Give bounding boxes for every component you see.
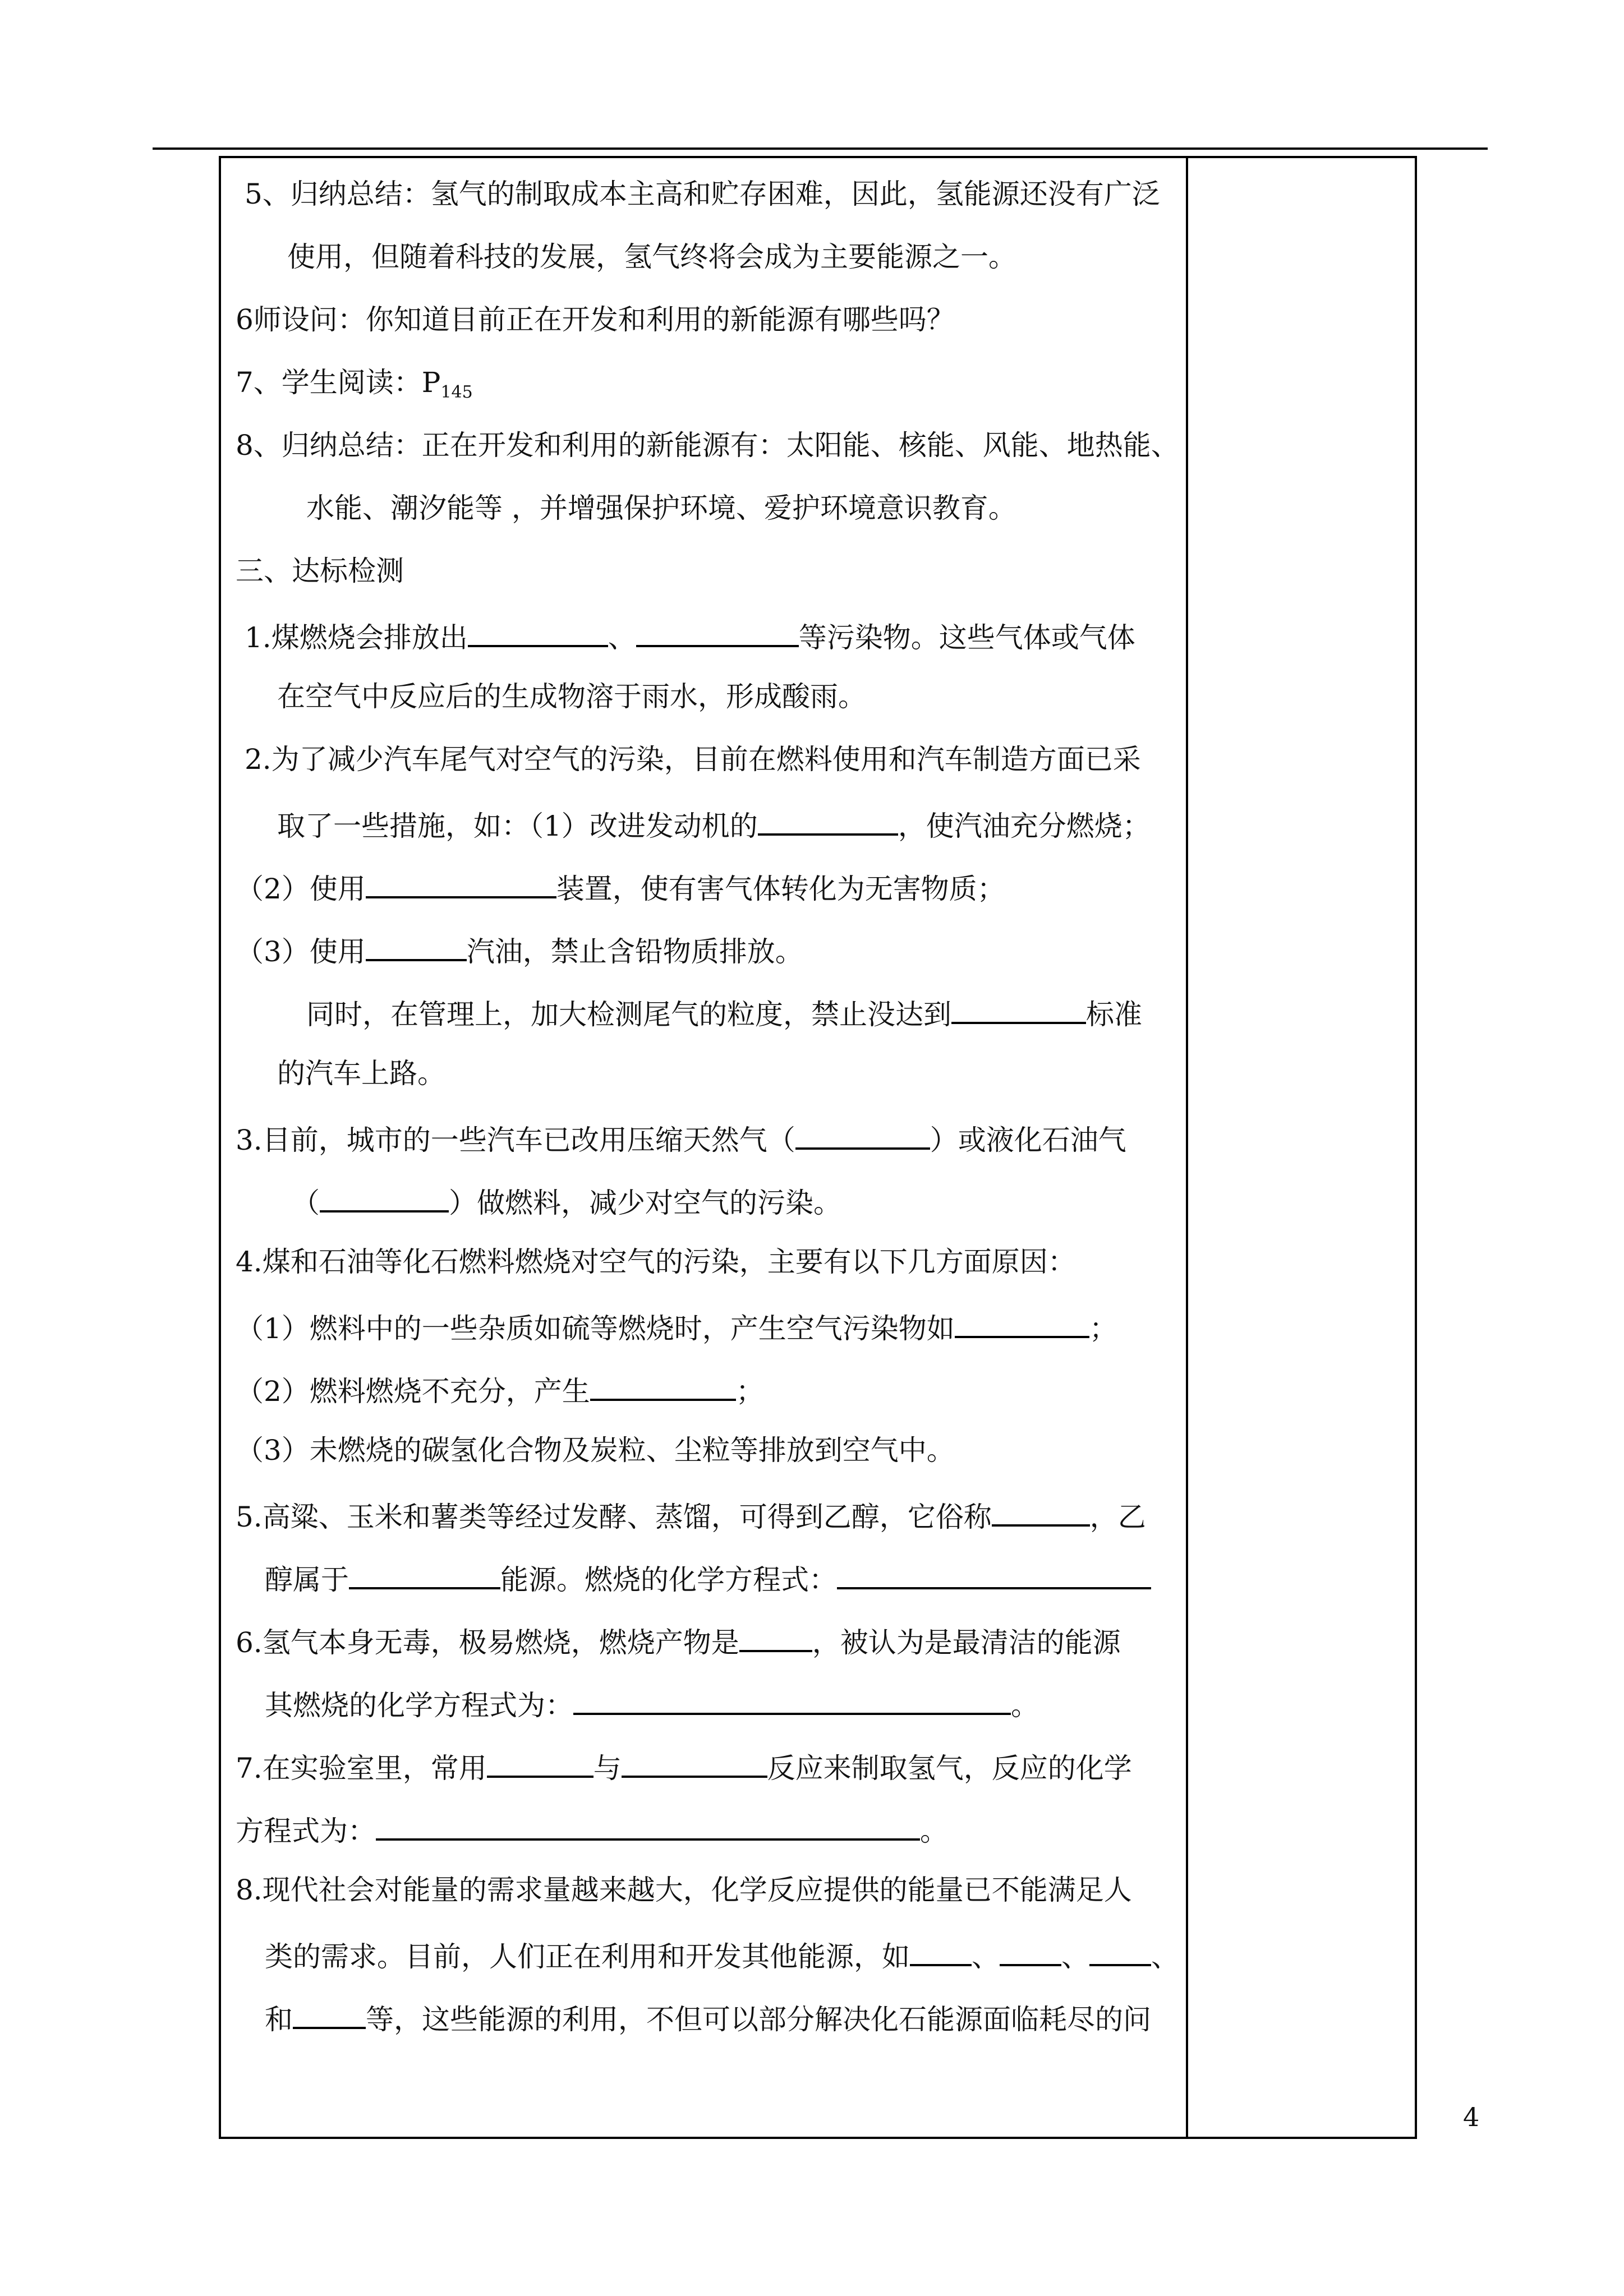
q6-blank-equation[interactable]: [573, 1685, 1011, 1715]
q4-blank-product[interactable]: [590, 1371, 736, 1401]
q1-blank-1[interactable]: [468, 617, 608, 647]
q2-text-a: 取了一些措施，如：（1）改进发动机的: [277, 810, 758, 842]
q1-text-a: 1.煤燃烧会排放出: [245, 621, 468, 654]
worksheet-table: [219, 156, 1417, 2139]
q2-blank-engine[interactable]: [758, 805, 898, 836]
q5-blank-equation[interactable]: [837, 1559, 1151, 1589]
student-reading-label: 7、学生阅读：P: [236, 366, 441, 399]
q6-blank-product[interactable]: [739, 1622, 812, 1652]
q1-text-b: 、: [608, 621, 636, 654]
q7-text-b: 与: [593, 1752, 622, 1785]
section-heading-assessment: 三、达标检测: [236, 555, 404, 587]
q5-text-a: 5.高粱、玉米和薯类等经过发酵、蒸馏，可得到乙醇，它俗称: [236, 1501, 992, 1533]
q8-text-c: 等，这些能源的利用，不但可以部分解决化石能源面临耗尽的问: [366, 2003, 1151, 2036]
q2-item3-label: （3）使用: [236, 935, 366, 968]
q3-blank-lpg[interactable]: [320, 1182, 449, 1212]
q2-blank-standard[interactable]: [951, 994, 1086, 1024]
q4-item2-text: （2）燃料燃烧不充分，产生: [236, 1375, 590, 1408]
student-reading: [236, 366, 473, 402]
q5-blank-energy-type[interactable]: [349, 1559, 500, 1589]
teacher-question: 6师设问：你知道目前正在开发和利用的新能源有哪些吗？: [236, 303, 955, 336]
q2-item3-text: 汽油，禁止含铅物质排放。: [466, 935, 803, 968]
q3-line2: [292, 1182, 841, 1219]
summary-new-energy-line2: 水能、潮汐能等 ，并增强保护环境、爱护环境意识教育。: [306, 492, 1016, 524]
q3-blank-cng[interactable]: [795, 1119, 930, 1150]
q1-line1: [245, 617, 1135, 654]
q3-text-a: 3.目前，城市的一些汽车已改用压缩天然气（: [236, 1124, 795, 1156]
q5-text-d: 能源。燃烧的化学方程式：: [500, 1564, 837, 1596]
header-rule: [153, 147, 1488, 150]
q5-line2: [265, 1559, 1151, 1596]
q2-line3: [236, 868, 1005, 905]
q8-sep-1: 、: [972, 1940, 1000, 1973]
q7-text-c: 反应来制取氢气，反应的化学: [767, 1752, 1132, 1785]
q2-blank-gasoline[interactable]: [366, 931, 467, 961]
q7-line1: [236, 1748, 1132, 1785]
q2-line2: [277, 805, 1151, 842]
q2-line4: [236, 931, 803, 968]
q1-blank-2[interactable]: [636, 617, 799, 647]
q2-line6: 的汽车上路。: [277, 1057, 445, 1090]
q8-blank-4[interactable]: [293, 1999, 366, 2029]
q6-line2: [265, 1685, 1039, 1722]
q6-text-d: 。: [1011, 1689, 1039, 1722]
q5-blank-common-name[interactable]: [992, 1496, 1090, 1527]
q8-sep-2: 、: [1061, 1940, 1089, 1973]
q8-blank-2[interactable]: [1000, 1936, 1061, 1966]
q7-text-d: 方程式为：: [236, 1815, 376, 1847]
q6-line1: [236, 1622, 1121, 1659]
q1-text-c: 等污染物。这些气体或气体: [798, 621, 1135, 654]
q5-text-b: ，乙: [1089, 1501, 1146, 1533]
worksheet-content: [221, 158, 1186, 2137]
q5-text-c: 醇属于: [265, 1564, 349, 1596]
summary-hydrogen-line1: 5、归纳总结：氢气的制取成本主高和贮存困难，因此，氢能源还没有广泛: [245, 178, 1160, 210]
q8-line3: [265, 1999, 1151, 2036]
q4-item1-text: （1）燃料中的一些杂质如硫等燃烧时，产生空气污染物如: [236, 1312, 955, 1345]
q6-text-c: 其燃烧的化学方程式为：: [265, 1689, 573, 1722]
q8-line1: 8.现代社会对能量的需求量越来越大，化学反应提供的能量已不能满足人: [236, 1874, 1132, 1906]
q8-blank-1[interactable]: [910, 1936, 972, 1966]
q2-management-end: 标准: [1086, 998, 1142, 1031]
page-subscript: 145: [440, 382, 473, 402]
q5-line1: [236, 1496, 1146, 1533]
q8-text-b: 和: [265, 2003, 293, 2036]
q4-line1: 4.煤和石油等化石燃料燃烧对空气的污染，主要有以下几方面原因：: [236, 1246, 1076, 1278]
q2-line5: [306, 994, 1142, 1031]
q3-text-b: ）或液化石油气: [930, 1124, 1126, 1156]
q6-text-b: ，被认为是最清洁的能源: [812, 1626, 1121, 1659]
q4-blank-pollutant[interactable]: [955, 1308, 1089, 1338]
q8-sep-3: 、: [1151, 1940, 1179, 1973]
summary-new-energy-line1: 8、归纳总结：正在开发和利用的新能源有：太阳能、核能、风能、地热能、: [236, 429, 1179, 462]
q8-text-a: 类的需求。目前，人们正在利用和开发其他能源，如: [265, 1940, 910, 1973]
q7-line2: [236, 1810, 948, 1847]
q4-item1-end: ；: [1089, 1312, 1117, 1345]
q3-text-c: ）做燃料，减少对空气的污染。: [449, 1187, 841, 1219]
q6-text-a: 6.氢气本身无毒，极易燃烧，燃烧产物是: [236, 1626, 739, 1659]
q7-blank-reagent-1[interactable]: [487, 1748, 594, 1778]
q4-line3: [236, 1371, 764, 1408]
q8-blank-3[interactable]: [1089, 1936, 1151, 1966]
page-number: 4: [1463, 2102, 1480, 2132]
q4-line4: （3）未燃烧的碳氢化合物及炭粒、尘粒等排放到空气中。: [236, 1434, 955, 1467]
q7-text-a: 7.在实验室里，常用: [236, 1752, 487, 1785]
q4-item2-end: ；: [735, 1375, 764, 1408]
table-column-divider: [1186, 158, 1188, 2137]
q8-line2: [265, 1936, 1179, 1973]
q3-paren-open: （: [292, 1187, 320, 1219]
q7-blank-reagent-2[interactable]: [622, 1748, 767, 1778]
q2-text-b: ，使汽油充分燃烧；: [898, 810, 1151, 842]
q2-management-text: 同时，在管理上，加大检测尾气的粒度，禁止没达到: [306, 998, 951, 1031]
q1-line2: 在空气中反应后的生成物溶于雨水，形成酸雨。: [277, 680, 866, 713]
q2-line1: 2.为了减少汽车尾气对空气的污染，目前在燃料使用和汽车制造方面已采: [245, 743, 1141, 776]
q3-line1: [236, 1119, 1126, 1156]
q2-item2-label: （2）使用: [236, 873, 366, 905]
q2-blank-device[interactable]: [366, 868, 556, 898]
q7-blank-equation[interactable]: [376, 1810, 920, 1841]
summary-hydrogen-line2: 使用，但随着科技的发展，氢气终将会成为主要能源之一。: [287, 241, 1016, 273]
q4-line2: [236, 1308, 1117, 1345]
q7-text-e: 。: [920, 1815, 948, 1847]
q2-item2-text: 装置，使有害气体转化为无害物质；: [556, 873, 1005, 905]
